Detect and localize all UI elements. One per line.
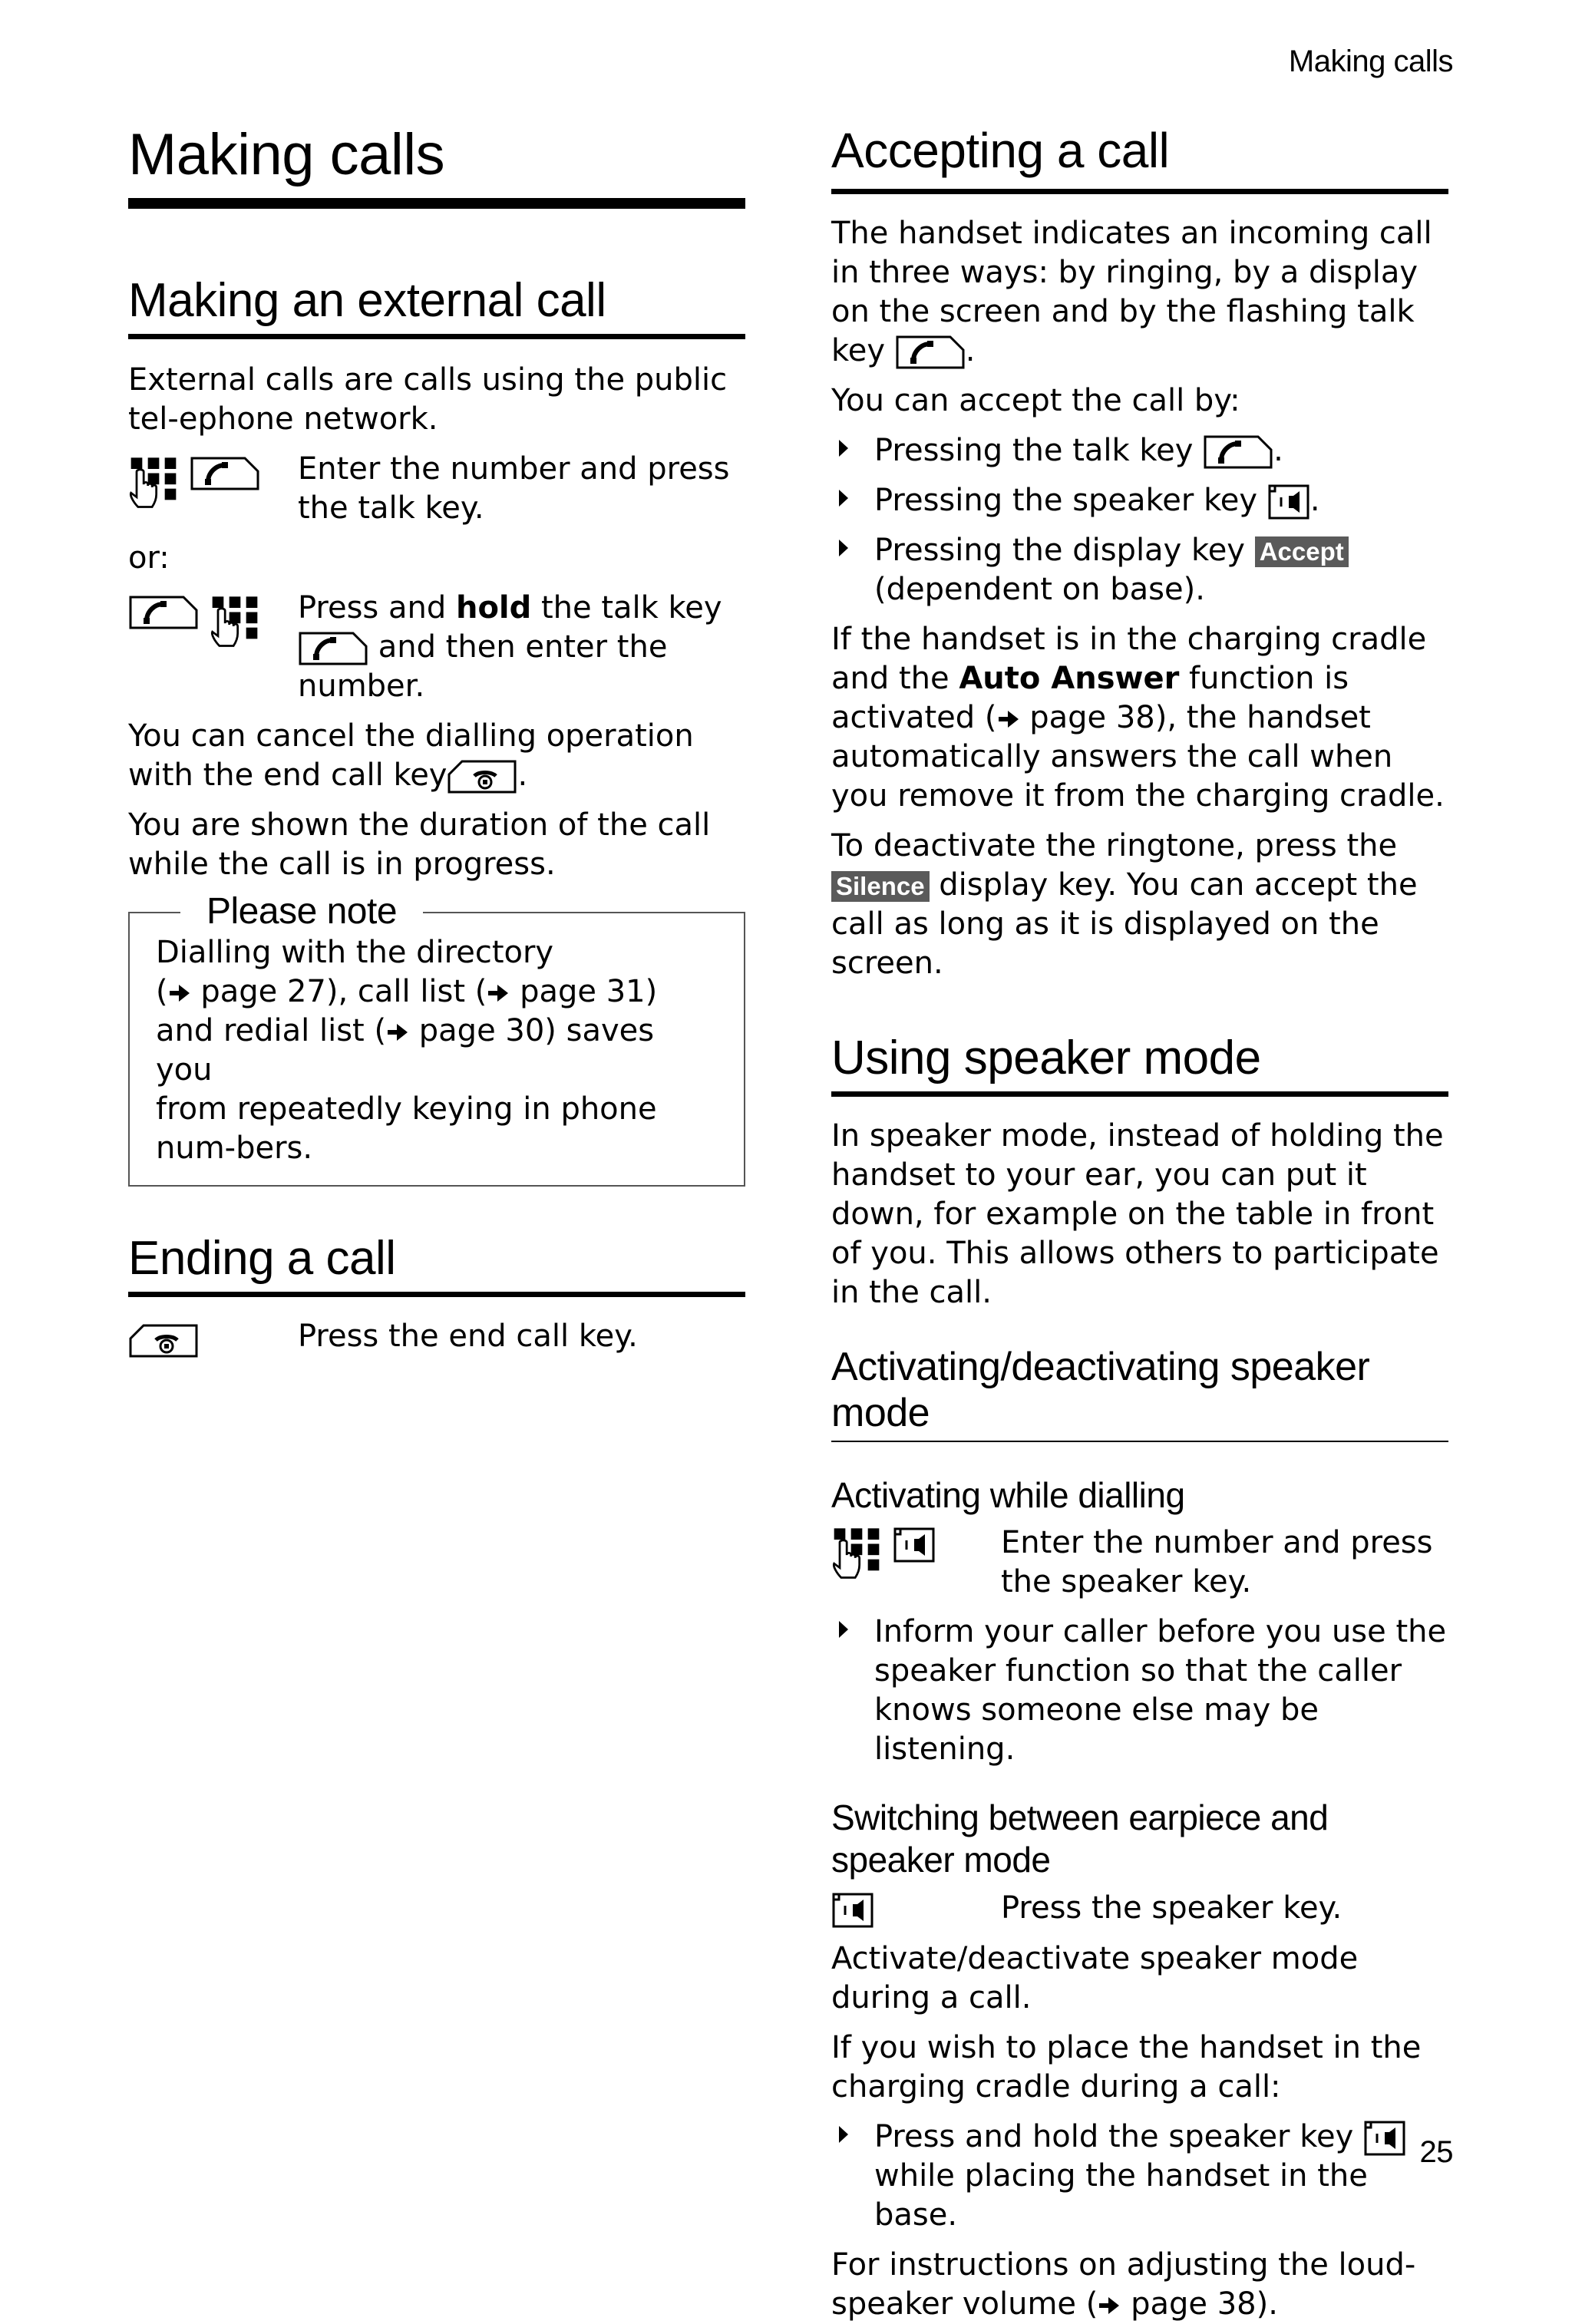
speaker-key-icon [893, 1527, 936, 1563]
accept-bullet-talk: Pressing the talk key . [831, 431, 1448, 470]
volume-text: For instructions on adjusting the loud-speaker volume ( page 38). [831, 2247, 1416, 2322]
bullet-triangle-icon [837, 488, 850, 508]
keypad-icon [210, 595, 260, 655]
bullet-triangle-icon [837, 538, 850, 558]
heading-ending-call: Ending a call [128, 1231, 745, 1297]
accept-intro: The handset indicates an incoming call in three ways: by ringing, by a display on the screen and by the flashing talk key . [831, 215, 1432, 368]
speaker-key-icon [1363, 2120, 1406, 2157]
bullet-triangle-icon [837, 2124, 850, 2144]
speaker-key-icon [831, 1892, 874, 1929]
step2-text: Press and hold the talk key and then enter the number. [298, 589, 722, 704]
running-header: Making calls [1288, 45, 1453, 78]
or-text: or: [128, 540, 170, 576]
page-arrow-icon [1098, 2296, 1121, 2316]
dial-speaker-text: Enter the number and press the speaker key. [1001, 1524, 1433, 1599]
talk-key-icon [190, 456, 260, 491]
page-arrow-icon [997, 709, 1020, 729]
external-intro: External calls are calls using the public tel-ephone network. [128, 361, 728, 437]
step-end-call [128, 1317, 745, 1358]
talk-key-icon [298, 631, 368, 666]
cradle-text: If the handset is in the charging cradle and the Auto Answer function is activated ( page 38), the handset automatically answers the call when you remove it from the charging cradle. [831, 621, 1445, 814]
accept-bullet-display: Pressing the display key Accept (dependent on base). [831, 531, 1448, 609]
step-dial-then-talk [128, 450, 745, 528]
step1-text: Enter the number and press the talk key. [298, 451, 730, 526]
heading-activating-while-dialling: Activating while dialling [831, 1475, 1185, 1516]
place-in-cradle-text: If you wish to place the handset in the charging cradle during a call: [831, 2030, 1422, 2105]
please-note-box [128, 890, 745, 1187]
keypad-icon [831, 1527, 882, 1586]
end-call-key-icon [447, 759, 517, 794]
speaker-key-icon [1267, 484, 1310, 520]
press-speaker-text: Press the speaker key. [1001, 1890, 1342, 1926]
accept-bullet-speaker: Pressing the speaker key . [831, 481, 1448, 520]
talk-key-icon [895, 335, 966, 370]
silence-softkey: Silence [831, 871, 930, 902]
step-dial-speaker [831, 1523, 1448, 1602]
accept-softkey: Accept [1255, 536, 1349, 567]
page-arrow-icon [487, 983, 510, 1003]
talk-key-icon [128, 595, 199, 630]
heading-making-external-call: Making an external call [128, 273, 745, 339]
end-call-key-icon [128, 1323, 199, 1358]
can-accept-text: You can accept the call by: [831, 382, 1240, 418]
step-press-speaker [831, 1889, 1448, 1929]
right-column [831, 123, 1448, 2324]
page-arrow-icon [386, 1022, 409, 1042]
keypad-icon [128, 456, 179, 516]
page-arrow-icon [168, 983, 191, 1003]
heading-accepting-call: Accepting a call [831, 123, 1448, 194]
note-text: Dialling with the directory ( page 27), call list ( page 31) and redial list ( page 30) saves you from repeatedly keying in phone num-bers. [156, 934, 658, 1166]
activate-during-call-text: Activate/deactivate speaker mode during a call. [831, 1941, 1359, 2016]
step-hold-talk-then-dial [128, 589, 745, 706]
please-note-title: Please note [180, 890, 423, 933]
heading-switching: Switching between earpiece and speaker mode [831, 1797, 1329, 1880]
deactivate-ringtone-text: To deactivate the ringtone, press the Silence display key. You can accept the call as long as it is displayed on the screen. [831, 827, 1418, 981]
duration-text: You are shown the duration of the call while the call is in progress. [128, 807, 711, 882]
bullet-triangle-icon [837, 438, 850, 458]
talk-key-icon [1203, 434, 1273, 470]
left-column [128, 123, 745, 1358]
speaker-intro: In speaker mode, instead of holding the handset to your ear, you can put it down, for example on the table in front of you. This allows others to participate in the call. [831, 1117, 1444, 1310]
bullet-triangle-icon [837, 1619, 850, 1639]
heading-activating-deactivating: Activating/deactivating speaker mode [831, 1345, 1448, 1443]
end-call-text: Press the end call key. [298, 1319, 638, 1355]
page-number: 25 [1419, 2135, 1453, 2169]
page-title: Making calls [128, 123, 745, 209]
inform-caller-bullet: Inform your caller before you use the speaker function so that the caller knows someone else may be listening. [831, 1613, 1448, 1769]
heading-speaker-mode: Using speaker mode [831, 1031, 1448, 1097]
hold-speaker-bullet: Press and hold the speaker key while placing the handset in the base. [831, 2118, 1448, 2235]
cancel-text: You can cancel the dialling operation with the end call key . [128, 718, 694, 793]
